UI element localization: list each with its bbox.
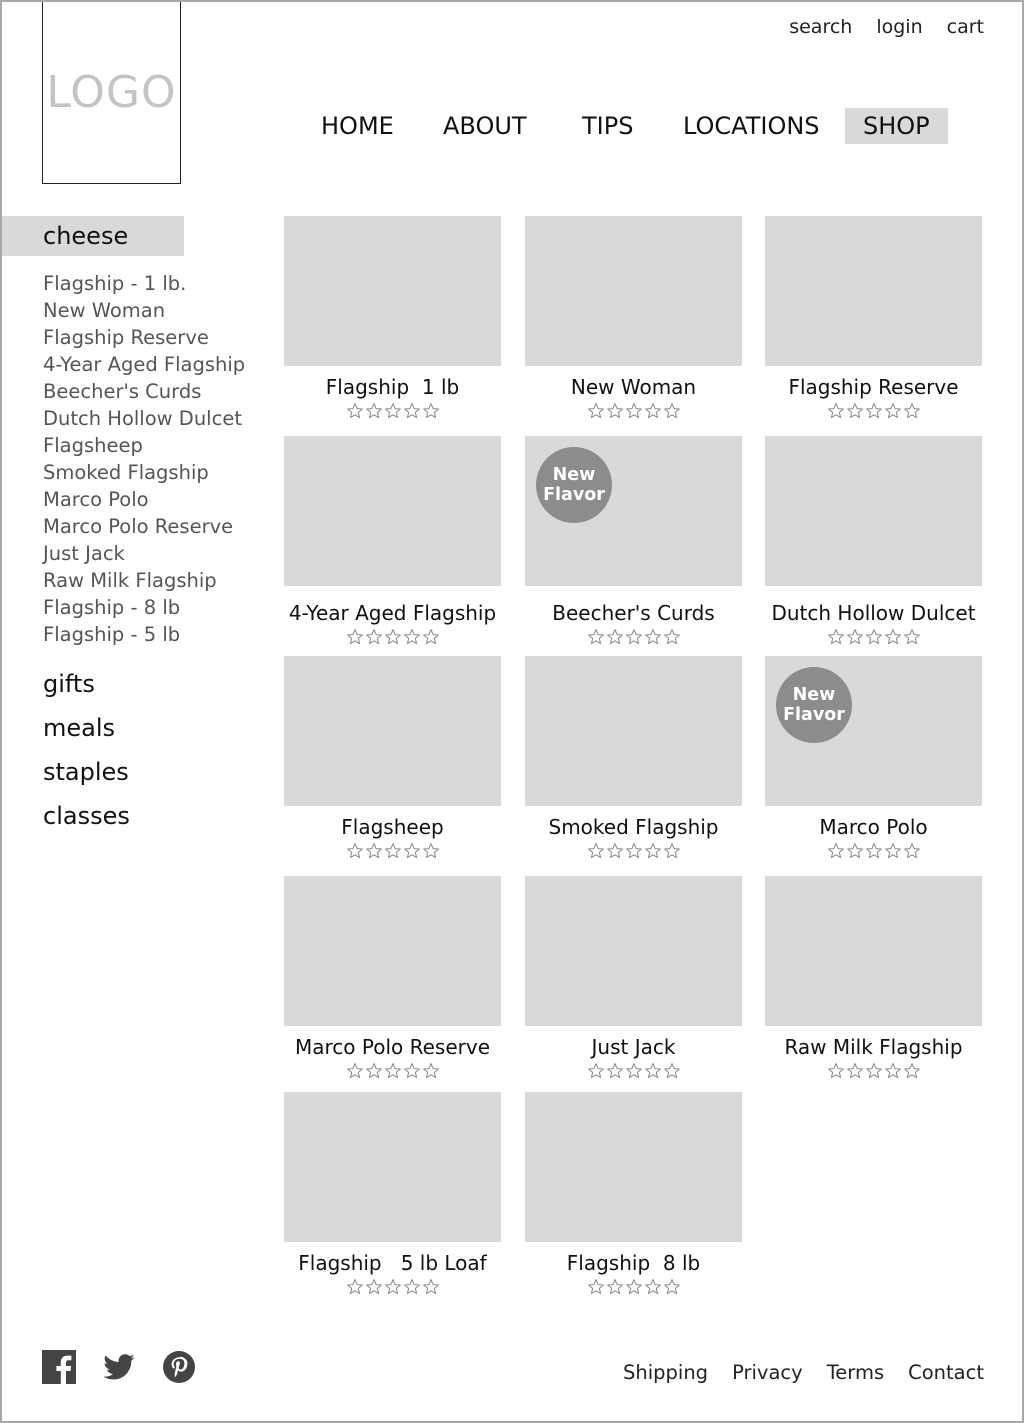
star-icon[interactable] xyxy=(827,1062,845,1080)
product-name[interactable]: Beecher's Curds xyxy=(552,601,715,625)
sidebar-subitem[interactable]: Flagship Reserve xyxy=(43,326,209,349)
star-icon[interactable] xyxy=(625,402,643,420)
sidebar-subitem[interactable]: Beecher's Curds xyxy=(43,380,202,403)
product-image[interactable] xyxy=(765,876,982,1026)
star-icon[interactable] xyxy=(403,402,421,420)
footer-terms[interactable]: Terms xyxy=(826,1361,885,1384)
product-name[interactable]: Smoked Flagship xyxy=(548,815,719,839)
product-card[interactable] xyxy=(765,656,982,860)
star-icon[interactable] xyxy=(846,1062,864,1080)
star-icon[interactable] xyxy=(625,1278,643,1296)
star-icon[interactable] xyxy=(884,842,902,860)
sidebar-category-staples[interactable]: staples xyxy=(43,758,129,786)
star-icon[interactable] xyxy=(663,842,681,860)
product-image[interactable] xyxy=(284,216,501,366)
star-icon[interactable] xyxy=(587,628,605,646)
star-icon[interactable] xyxy=(346,1278,364,1296)
sidebar-subitem[interactable]: Flagship - 8 lb xyxy=(43,596,181,619)
star-icon[interactable] xyxy=(365,402,383,420)
star-icon[interactable] xyxy=(644,402,662,420)
nav-tips[interactable]: TIPS xyxy=(582,112,634,140)
star-rating[interactable] xyxy=(284,1278,501,1296)
sidebar-subitem[interactable]: Marco Polo xyxy=(43,488,149,511)
sidebar-subitem[interactable]: Marco Polo Reserve xyxy=(43,515,234,538)
footer-privacy[interactable]: Privacy xyxy=(732,1361,803,1384)
star-icon[interactable] xyxy=(403,628,421,646)
star-rating[interactable] xyxy=(525,628,742,646)
star-icon[interactable] xyxy=(422,1062,440,1080)
search-link[interactable]: search xyxy=(789,16,853,38)
star-icon[interactable] xyxy=(403,1062,421,1080)
sidebar-subitem[interactable]: Smoked Flagship xyxy=(43,461,209,484)
badge-text: Flavor xyxy=(543,485,605,505)
product-name[interactable]: 4-Year Aged Flagship xyxy=(288,601,497,625)
sidebar-sublist xyxy=(2,270,262,648)
product-card[interactable] xyxy=(284,216,501,420)
star-icon[interactable] xyxy=(663,1278,681,1296)
product-image[interactable] xyxy=(525,656,742,806)
star-icon[interactable] xyxy=(846,402,864,420)
star-icon[interactable] xyxy=(884,402,902,420)
star-icon[interactable] xyxy=(422,842,440,860)
star-icon[interactable] xyxy=(644,628,662,646)
star-icon[interactable] xyxy=(884,628,902,646)
product-name[interactable]: Flagship 5 lb Loaf xyxy=(298,1251,487,1275)
new-flavor-badge xyxy=(776,667,852,743)
star-icon[interactable] xyxy=(346,402,364,420)
sidebar-subitem[interactable]: New Woman xyxy=(43,299,166,322)
star-icon[interactable] xyxy=(827,628,845,646)
star-icon[interactable] xyxy=(663,1062,681,1080)
star-icon[interactable] xyxy=(422,402,440,420)
sidebar-category-gifts[interactable]: gifts xyxy=(43,670,95,698)
star-icon[interactable] xyxy=(365,628,383,646)
star-icon[interactable] xyxy=(384,402,402,420)
footer-shipping[interactable]: Shipping xyxy=(623,1361,709,1384)
star-icon[interactable] xyxy=(903,842,921,860)
facebook-icon[interactable] xyxy=(42,1350,76,1384)
product-image[interactable] xyxy=(284,436,501,586)
star-icon[interactable] xyxy=(606,1278,624,1296)
badge-text: Flavor xyxy=(783,705,845,725)
star-icon[interactable] xyxy=(663,402,681,420)
product-card[interactable] xyxy=(284,436,501,646)
star-icon[interactable] xyxy=(384,1278,402,1296)
star-icon[interactable] xyxy=(606,1062,624,1080)
product-name[interactable]: Flagship Reserve xyxy=(788,375,959,399)
sidebar-subitem[interactable]: 4-Year Aged Flagship xyxy=(43,353,246,376)
star-icon[interactable] xyxy=(403,842,421,860)
sidebar-subitem[interactable]: Flagship - 1 lb. xyxy=(43,272,187,295)
product-name[interactable]: New Woman xyxy=(570,375,697,399)
product-name[interactable]: Flagship 1 lb xyxy=(325,375,460,399)
sidebar xyxy=(2,216,262,838)
product-card[interactable] xyxy=(284,876,501,1080)
star-rating[interactable] xyxy=(765,402,982,420)
star-rating[interactable] xyxy=(525,842,742,860)
product-image[interactable] xyxy=(765,656,982,806)
star-rating[interactable] xyxy=(525,1278,742,1296)
star-icon[interactable] xyxy=(384,628,402,646)
cart-link[interactable]: cart xyxy=(946,16,984,38)
product-card[interactable] xyxy=(525,876,742,1080)
star-rating[interactable] xyxy=(284,842,501,860)
star-icon[interactable] xyxy=(846,628,864,646)
product-image[interactable] xyxy=(525,436,742,586)
footer-contact[interactable]: Contact xyxy=(908,1361,984,1384)
product-name[interactable]: Just Jack xyxy=(591,1035,676,1059)
nav-shop[interactable]: SHOP xyxy=(845,108,948,144)
star-icon[interactable] xyxy=(365,842,383,860)
sidebar-category-meals[interactable]: meals xyxy=(43,714,116,742)
product-image[interactable] xyxy=(525,216,742,366)
star-icon[interactable] xyxy=(644,842,662,860)
sidebar-subitem[interactable]: Raw Milk Flagship xyxy=(43,569,217,592)
star-rating[interactable] xyxy=(284,402,501,420)
star-icon[interactable] xyxy=(365,1062,383,1080)
star-rating[interactable] xyxy=(765,628,982,646)
sidebar-category-classes[interactable]: classes xyxy=(43,802,130,830)
twitter-icon[interactable] xyxy=(102,1350,136,1384)
star-icon[interactable] xyxy=(903,1062,921,1080)
sidebar-subitem[interactable]: Dutch Hollow Dulcet xyxy=(43,407,242,430)
star-rating[interactable] xyxy=(765,842,982,860)
product-image[interactable] xyxy=(284,656,501,806)
star-icon[interactable] xyxy=(384,842,402,860)
star-rating[interactable] xyxy=(525,402,742,420)
nav-locations[interactable]: LOCATIONS xyxy=(683,112,820,140)
star-icon[interactable] xyxy=(625,1062,643,1080)
star-icon[interactable] xyxy=(827,402,845,420)
product-card[interactable] xyxy=(284,656,501,860)
product-image[interactable] xyxy=(765,436,982,586)
star-icon[interactable] xyxy=(903,402,921,420)
product-card[interactable] xyxy=(765,436,982,646)
product-card[interactable] xyxy=(525,1092,742,1296)
star-icon[interactable] xyxy=(606,628,624,646)
sidebar-category-cheese[interactable]: cheese xyxy=(2,216,184,256)
star-icon[interactable] xyxy=(365,1278,383,1296)
sidebar-subitem[interactable]: Just Jack xyxy=(43,542,125,565)
new-flavor-badge xyxy=(536,447,612,523)
product-name[interactable]: Flagsheep xyxy=(341,815,444,839)
product-name[interactable]: Raw Milk Flagship xyxy=(784,1035,963,1059)
nav-home[interactable]: HOME xyxy=(321,112,394,140)
star-icon[interactable] xyxy=(346,1062,364,1080)
product-image[interactable] xyxy=(284,1092,501,1242)
sidebar-subitem[interactable]: Flagship - 5 lb xyxy=(43,623,181,646)
product-image[interactable] xyxy=(525,876,742,1026)
star-icon[interactable] xyxy=(346,842,364,860)
product-card[interactable] xyxy=(525,656,742,860)
star-rating[interactable] xyxy=(284,1062,501,1080)
star-icon[interactable] xyxy=(346,628,364,646)
star-icon[interactable] xyxy=(422,1278,440,1296)
star-icon[interactable] xyxy=(384,1062,402,1080)
star-icon[interactable] xyxy=(625,842,643,860)
badge-text: New xyxy=(552,465,596,485)
product-card[interactable] xyxy=(284,1092,501,1296)
logo-text: LOGO xyxy=(46,67,177,118)
product-image[interactable] xyxy=(525,1092,742,1242)
sidebar-categories xyxy=(2,662,262,838)
footer-links xyxy=(623,1361,984,1384)
product-name[interactable]: Dutch Hollow Dulcet xyxy=(771,601,976,625)
star-icon[interactable] xyxy=(865,402,883,420)
star-icon[interactable] xyxy=(625,628,643,646)
star-icon[interactable] xyxy=(865,842,883,860)
star-icon[interactable] xyxy=(422,628,440,646)
star-icon[interactable] xyxy=(644,1062,662,1080)
star-icon[interactable] xyxy=(903,628,921,646)
star-icon[interactable] xyxy=(827,842,845,860)
star-icon[interactable] xyxy=(606,842,624,860)
star-rating[interactable] xyxy=(525,1062,742,1080)
star-icon[interactable] xyxy=(403,1278,421,1296)
star-icon[interactable] xyxy=(884,1062,902,1080)
star-icon[interactable] xyxy=(865,1062,883,1080)
login-link[interactable]: login xyxy=(876,16,923,38)
star-rating[interactable] xyxy=(765,1062,982,1080)
star-icon[interactable] xyxy=(663,628,681,646)
star-icon[interactable] xyxy=(587,842,605,860)
product-name[interactable]: Flagship 8 lb xyxy=(566,1251,701,1275)
star-icon[interactable] xyxy=(846,842,864,860)
star-icon[interactable] xyxy=(644,1278,662,1296)
product-image[interactable] xyxy=(765,216,982,366)
product-card[interactable] xyxy=(525,216,742,420)
star-icon[interactable] xyxy=(606,402,624,420)
product-name[interactable]: Marco Polo xyxy=(819,815,928,839)
product-image[interactable] xyxy=(284,876,501,1026)
star-icon[interactable] xyxy=(587,1278,605,1296)
utility-nav xyxy=(789,16,984,38)
product-card[interactable] xyxy=(765,876,982,1080)
social-links xyxy=(42,1350,196,1384)
product-name[interactable]: Marco Polo Reserve xyxy=(294,1035,490,1059)
star-rating[interactable] xyxy=(284,628,501,646)
star-icon[interactable] xyxy=(587,1062,605,1080)
product-card[interactable] xyxy=(525,436,742,646)
sidebar-subitem[interactable]: Flagsheep xyxy=(43,434,143,457)
star-icon[interactable] xyxy=(865,628,883,646)
star-icon[interactable] xyxy=(587,402,605,420)
product-card[interactable] xyxy=(765,216,982,420)
logo[interactable] xyxy=(42,2,181,184)
pinterest-icon[interactable] xyxy=(162,1350,196,1384)
nav-about[interactable]: ABOUT xyxy=(443,112,527,140)
badge-text: New xyxy=(792,685,836,705)
